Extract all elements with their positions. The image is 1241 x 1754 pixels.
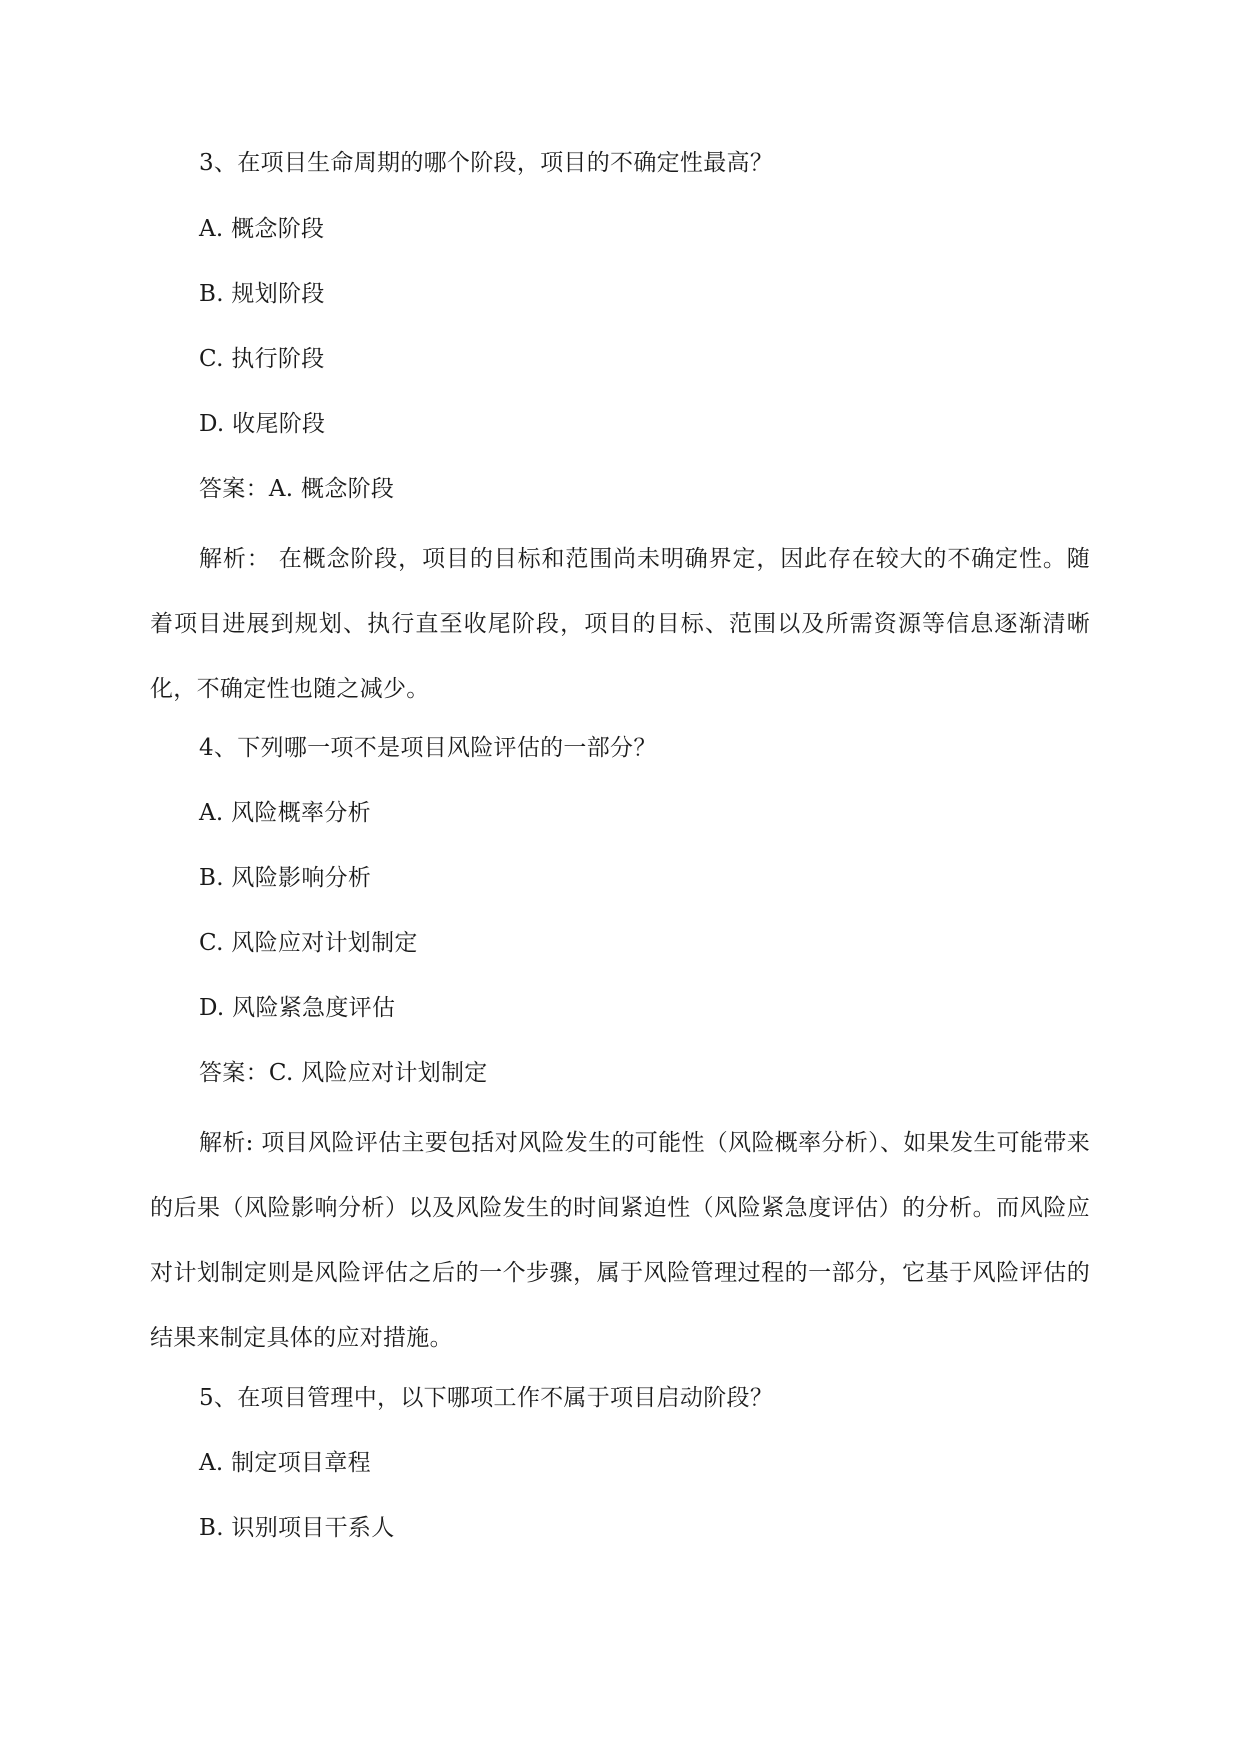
question-4-option-c: C. 风险应对计划制定 [199, 930, 418, 956]
question-3-option-d: D. 收尾阶段 [199, 411, 326, 437]
question-5-stem: 5、在项目管理中，以下哪项工作不属于项目启动阶段？ [199, 1385, 774, 1411]
question-4-option-b: B. 风险影响分析 [199, 865, 372, 891]
question-4-analysis: 解析: 项目风险评估主要包括对风险发生的可能性（风险概率分析）、如果发生可能带来的后果（风险影响分析）以及风险发生的时间紧迫性（风险紧急度评估）的分析。而风险应对计划制定则是风险评估之后的一个步骤，属于风险管理过程的一部分，它基于风险评估的结果来制定具体的应对措施。 [150, 1130, 1090, 1351]
question-3-answer: 答案：A. 概念阶段 [199, 476, 395, 502]
question-4-option-a: A. 风险概率分析 [199, 800, 371, 826]
question-5-option-a: A. 制定项目章程 [199, 1450, 371, 1476]
question-4-option-d: D. 风险紧急度评估 [199, 995, 396, 1021]
question-3-option-a: A. 概念阶段 [199, 216, 325, 242]
question-5-option-b: B. 识别项目干系人 [199, 1515, 395, 1541]
question-4-answer: 答案：C. 风险应对计划制定 [199, 1060, 488, 1086]
question-3-analysis: 解析： 在概念阶段，项目的目标和范围尚未明确界定，因此存在较大的不确定性。随着项目进展到规划、执行直至收尾阶段，项目的目标、范围以及所需资源等信息逐渐清晰化，不确定性也随之减少。 [150, 546, 1090, 702]
question-3-stem: 3、在项目生命周期的哪个阶段，项目的不确定性最高？ [199, 150, 774, 176]
question-3-option-c: C. 执行阶段 [199, 346, 325, 372]
question-3-option-b: B. 规划阶段 [199, 281, 325, 307]
question-4-stem: 4、下列哪一项不是项目风险评估的一部分？ [199, 735, 657, 761]
